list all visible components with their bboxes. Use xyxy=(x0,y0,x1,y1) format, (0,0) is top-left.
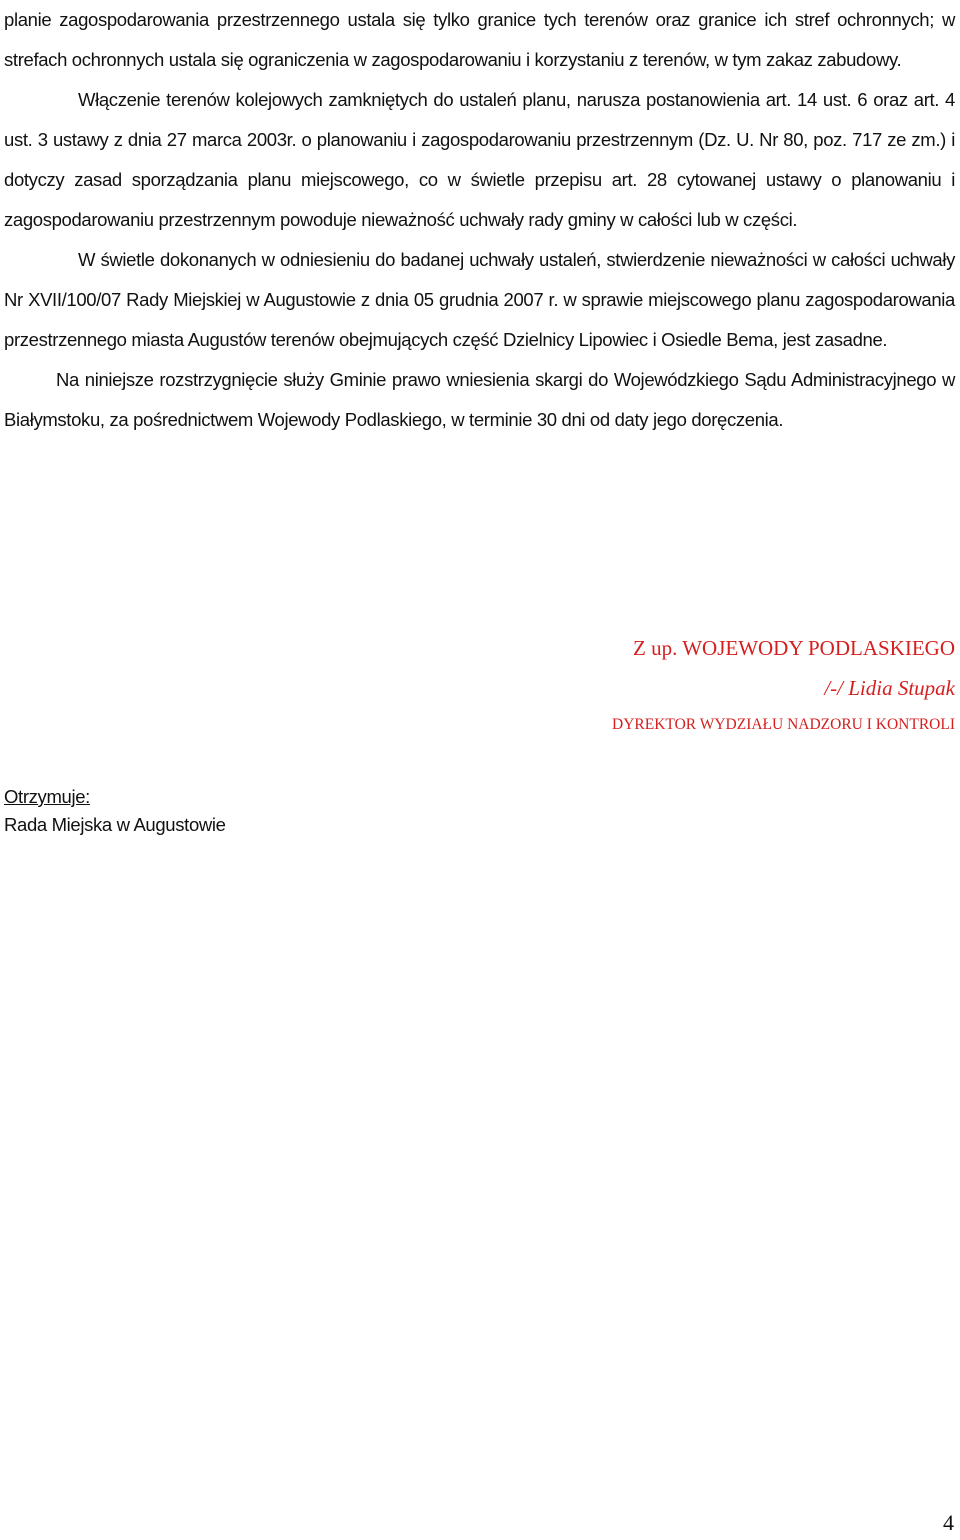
signature-authority: Z up. WOJEWODY PODLASKIEGO xyxy=(633,636,955,660)
signature-name: /-/ Lidia Stupak xyxy=(824,676,955,700)
paragraph-railway-areas: Włączenie terenów kolejowych zamkniętych do ustaleń planu, narusza postanowienia art. 14 ust. 6 oraz art. 4 ust. 3 ustawy z dnia 27 marca 2003r. o planowaniu i zagospodarowaniu przestrzennym (Dz. U. Nr 80, poz. 717 ze zm.) i dotyczy zasad sporządzania planu miejscowego, co w świetle przepisu art. 28 cytowanej ustawy o planowaniu i zagospodarowaniu przestrzennym powoduje nieważność uchwały rady gminy w całości lub w części. xyxy=(4,89,955,230)
document-body xyxy=(4,0,955,440)
signature-block xyxy=(612,628,955,742)
recipients-heading: Otrzymuje: xyxy=(4,786,90,807)
paragraph-conclusion: W świetle dokonanych w odniesieniu do badanej uchwały ustaleń, stwierdzenie nieważności w całości uchwały Nr XVII/100/07 Rady Miejskiej w Augustowie z dnia 05 grudnia 2007 r. w sprawie miejscowego planu zagospodarowania przestrzennego miasta Augustów terenów obejmujących część Dzielnicy Lipowiec i Osiedle Bema, jest zasadne. xyxy=(4,249,955,350)
signature-position: DYREKTOR WYDZIAŁU NADZORU I KONTROLI xyxy=(612,716,955,733)
recipients-block xyxy=(4,783,226,839)
recipient-item: Rada Miejska w Augustowie xyxy=(4,814,226,835)
page-number: 4 xyxy=(943,1510,954,1535)
paragraph-appeal-notice: Na niniejsze rozstrzygnięcie służy Gminie prawo wniesienia skargi do Wojewódzkiego Sądu Administracyjnego w Białymstoku, za pośrednictwem Wojewody Podlaskiego, w terminie 30 dni od daty jego doręczenia. xyxy=(4,369,955,430)
paragraph-continuation: planie zagospodarowania przestrzennego ustala się tylko granice tych terenów oraz granice ich stref ochronnych; w strefach ochronnych ustala się ograniczenia w zagospodarowaniu i korzystaniu z terenów, w tym zakaz zabudowy. xyxy=(4,9,955,70)
